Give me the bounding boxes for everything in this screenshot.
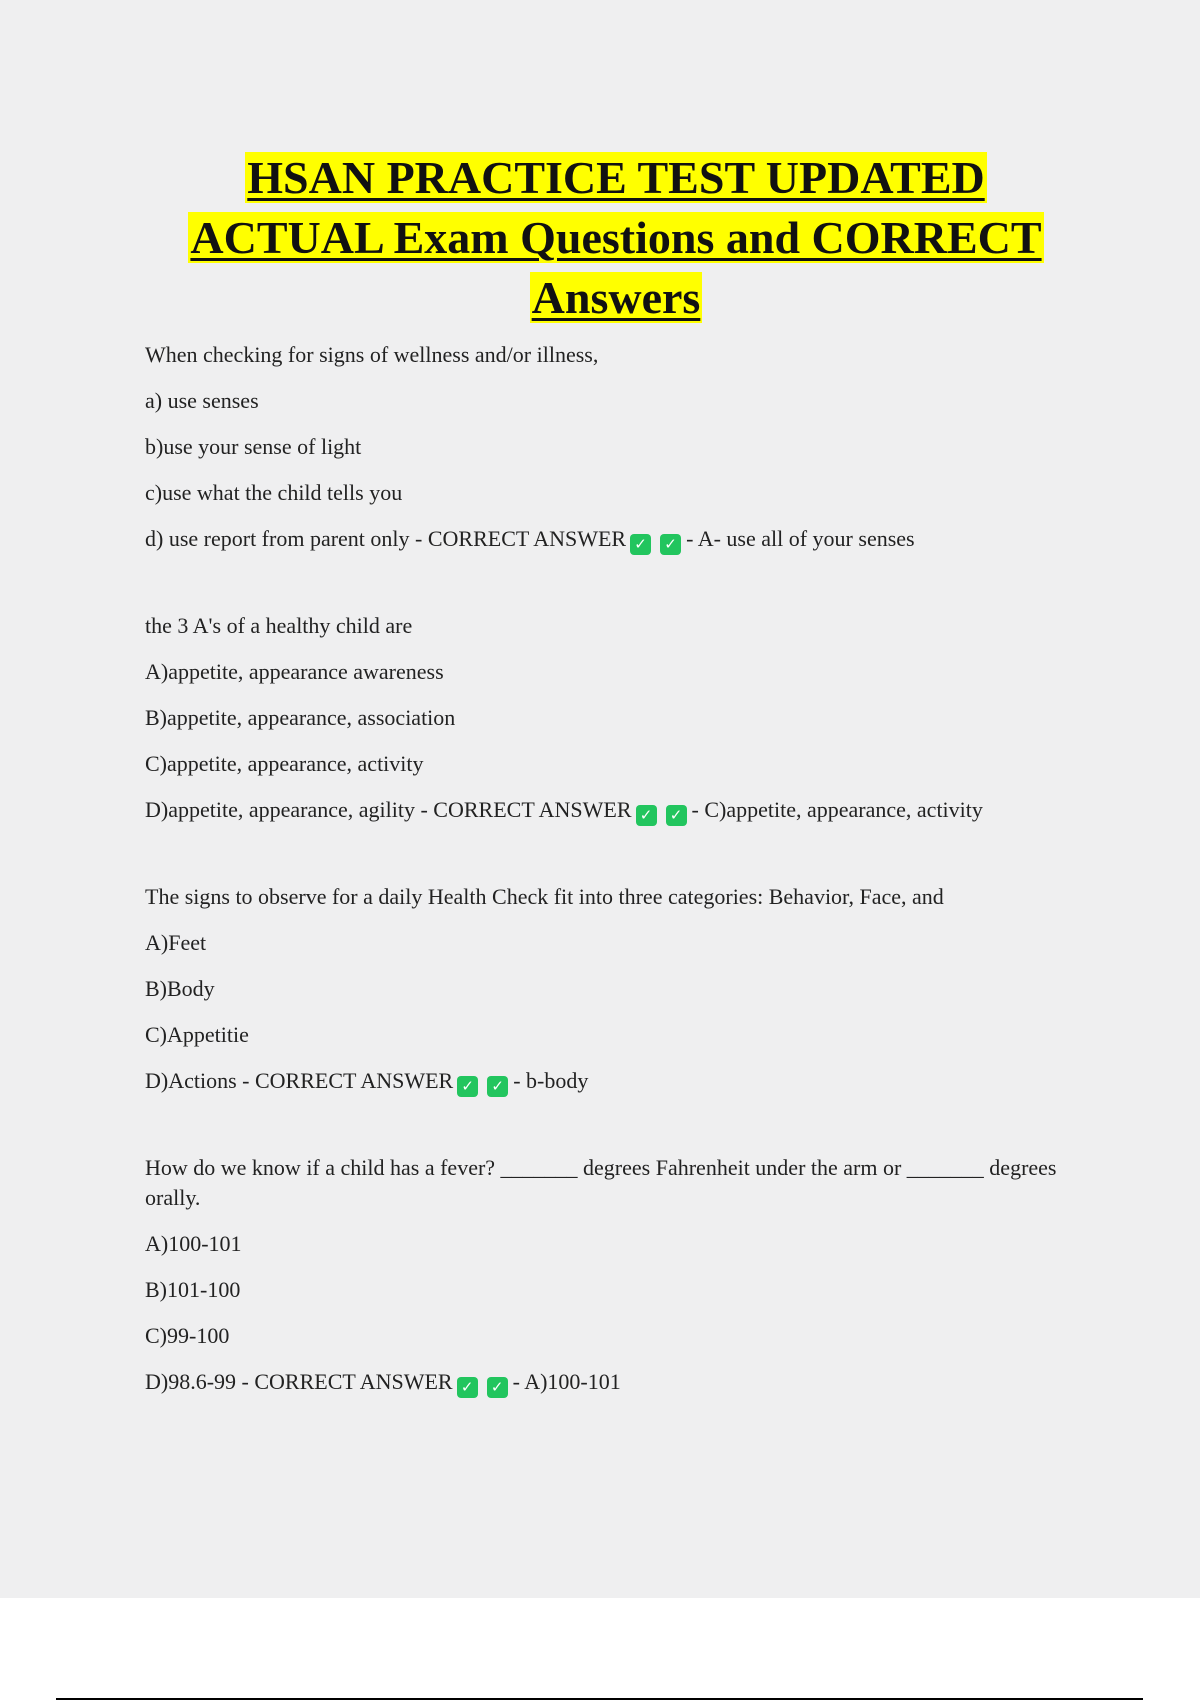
- option-d: d) use report from parent only: [145, 526, 410, 551]
- option-b: B)Body: [145, 976, 215, 1001]
- option-d-with-answer: [145, 795, 1075, 826]
- option-a: A)100-101: [145, 1231, 242, 1256]
- correct-answer-label: - CORRECT ANSWER: [420, 797, 632, 822]
- question-text: the 3 A's of a healthy child are: [145, 613, 413, 638]
- option-a: a) use senses: [145, 388, 259, 413]
- check-mark-icon: ✓: [457, 1076, 478, 1097]
- title-line-3: Answers: [531, 272, 701, 323]
- check-mark-icon: ✓: [487, 1076, 508, 1097]
- question-2: [145, 611, 1075, 826]
- question-3: [145, 882, 1075, 1097]
- answer-text: - b-body: [513, 1068, 589, 1093]
- option-d-with-answer: [145, 524, 1075, 555]
- correct-answer-label: - CORRECT ANSWER: [415, 526, 627, 551]
- question-text: The signs to observe for a daily Health Check fit into three categories: Behavior, Face, and: [145, 884, 944, 909]
- option-b: B)appetite, appearance, association: [145, 705, 456, 730]
- answer-text: - A)100-101: [512, 1369, 621, 1394]
- option-d: D)appetite, appearance, agility: [145, 797, 415, 822]
- option-d-with-answer: [145, 1367, 1075, 1398]
- option-d-with-answer: [145, 1066, 1075, 1097]
- check-mark-icon: ✓: [630, 534, 651, 555]
- question-text: How do we know if a child has a fever? _______ degrees Fahrenheit under the arm or _______ degrees orally.: [145, 1155, 1057, 1210]
- correct-answer-label: - CORRECT ANSWER: [242, 1068, 454, 1093]
- check-mark-icon: ✓: [666, 805, 687, 826]
- questions-list: [145, 340, 1075, 1454]
- answer-text: - C)appetite, appearance, activity: [691, 797, 983, 822]
- option-a: A)Feet: [145, 930, 207, 955]
- option-d: D)98.6-99: [145, 1369, 237, 1394]
- question-4: [145, 1153, 1075, 1398]
- option-b: B)101-100: [145, 1277, 241, 1302]
- option-d: D)Actions: [145, 1068, 237, 1093]
- check-mark-icon: ✓: [660, 534, 681, 555]
- check-mark-icon: ✓: [636, 805, 657, 826]
- answer-text: - A- use all of your senses: [686, 526, 915, 551]
- option-a: A)appetite, appearance awareness: [145, 659, 444, 684]
- correct-answer-label: - CORRECT ANSWER: [241, 1369, 453, 1394]
- option-b: b)use your sense of light: [145, 434, 362, 459]
- option-c: C)99-100: [145, 1323, 230, 1348]
- question-text: When checking for signs of wellness and/or illness,: [145, 342, 599, 367]
- title-line-1: HSAN PRACTICE TEST UPDATED: [247, 152, 985, 203]
- option-c: C)Appetitie: [145, 1022, 249, 1047]
- check-mark-icon: ✓: [487, 1377, 508, 1398]
- question-1: [145, 340, 1075, 555]
- check-mark-icon: ✓: [457, 1377, 478, 1398]
- document-title: [0, 148, 1200, 328]
- option-c: C)appetite, appearance, activity: [145, 751, 424, 776]
- title-line-2: ACTUAL Exam Questions and CORRECT: [190, 212, 1042, 263]
- option-c: c)use what the child tells you: [145, 480, 403, 505]
